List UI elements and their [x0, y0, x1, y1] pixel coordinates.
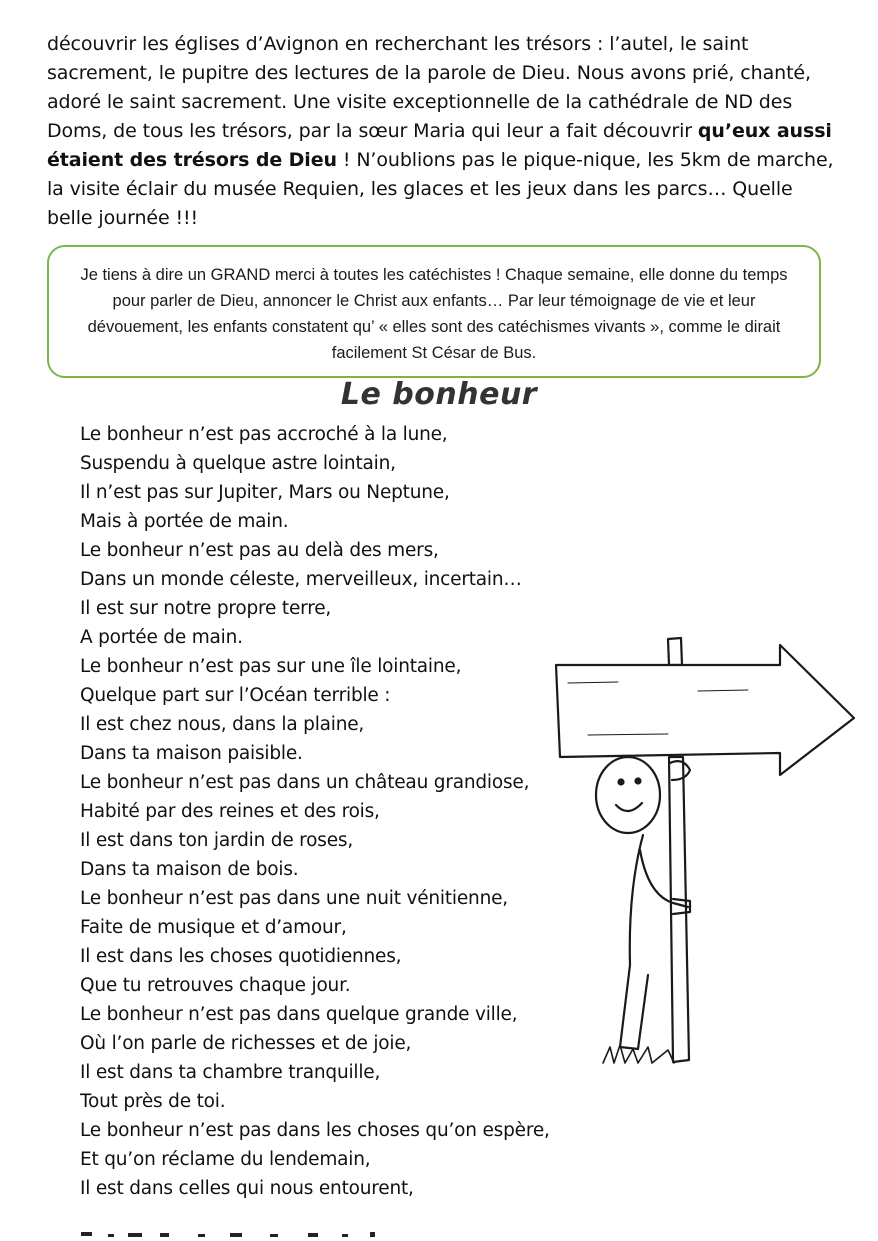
poem-title: Le bonheur [340, 377, 538, 412]
signpost-stickman-illustration [548, 635, 860, 1067]
poem-line: Et qu’on réclame du lendemain, [80, 1149, 371, 1170]
poem-line: Dans ta maison paisible. [80, 743, 303, 764]
intro-text-2: ! N’oublions pas le pique-nique, les 5km de marche, la visite éclair du musée Requien, les glaces et les jeux dans les parcs… Quelle belle journée !!! [47, 149, 834, 229]
poem-line: Le bonheur n’est pas au delà des mers, [80, 540, 439, 561]
poem-line: Il est dans les choses quotidiennes, [80, 946, 402, 967]
poem-line: Dans ta maison de bois. [80, 859, 299, 880]
poem-line: Il est dans ta chambre tranquille, [80, 1062, 381, 1083]
poem-line: Faite de musique et d’amour, [80, 917, 347, 938]
poem-lines [80, 420, 600, 1203]
poem-line: Il est dans celles qui nous entourent, [80, 1178, 414, 1199]
intro-text-1: découvrir les églises d’Avignon en recherchant les trésors : l’autel, le saint sacrement, le pupitre des lectures de la parole de Dieu. Nous avons prié, chanté, adoré le saint sacrement. Une visite exceptionnelle de la cathédrale de ND des Doms, de tous les trésors, par la sœur Maria qui leur a fait découvrir [47, 33, 811, 142]
poem-line: Où l’on parle de richesses et de joie, [80, 1033, 412, 1054]
poem-line: Il n’est pas sur Jupiter, Mars ou Neptune, [80, 482, 450, 503]
poem-line: Tout près de toi. [80, 1091, 226, 1112]
thanks-callout-box [47, 245, 821, 378]
poem-line: Le bonheur n’est pas dans les choses qu’on espère, [80, 1120, 550, 1141]
poem-line: Il est dans ton jardin de roses, [80, 830, 354, 851]
poem-line: Habité par des reines et des rois, [80, 801, 380, 822]
poem-line: Mais à portée de main. [80, 511, 289, 532]
poem-line: Que tu retrouves chaque jour. [80, 975, 351, 996]
poem-line: Le bonheur n’est pas accroché à la lune, [80, 424, 448, 445]
poem-line: Le bonheur n’est pas dans quelque grande ville, [80, 1004, 518, 1025]
poem-line: Le bonheur n’est pas dans une nuit vénitienne, [80, 888, 508, 909]
intro-paragraph [47, 30, 837, 233]
poem-cut-line [80, 1226, 460, 1241]
poem-line: Il est chez nous, dans la plaine, [80, 714, 365, 735]
poem-line: Le bonheur n’est pas sur une île lointaine, [80, 656, 462, 677]
poem-line: Le bonheur n’est pas dans un château grandiose, [80, 772, 530, 793]
poem-line: Dans un monde céleste, merveilleux, incertain… [80, 569, 522, 590]
poem-line: A portée de main. [80, 627, 243, 648]
poem-line: Quelque part sur l’Océan terrible : [80, 685, 391, 706]
poem-line: Suspendu à quelque astre lointain, [80, 453, 396, 474]
intro-bold-text: qu’eux aussi étaient des trésors de Dieu [47, 120, 832, 171]
callout-text: Je tiens à dire un GRAND merci à toutes les catéchistes ! Chaque semaine, elle donne du temps pour parler de Dieu, annoncer le Christ aux enfants… Par leur témoignage de vie et leur dévouement, les enfants constatent qu’ « elles sont des catéchismes vivants », comme le dirait facilement St César de Bus. [80, 266, 788, 362]
poem-line: Il est sur notre propre terre, [80, 598, 332, 619]
